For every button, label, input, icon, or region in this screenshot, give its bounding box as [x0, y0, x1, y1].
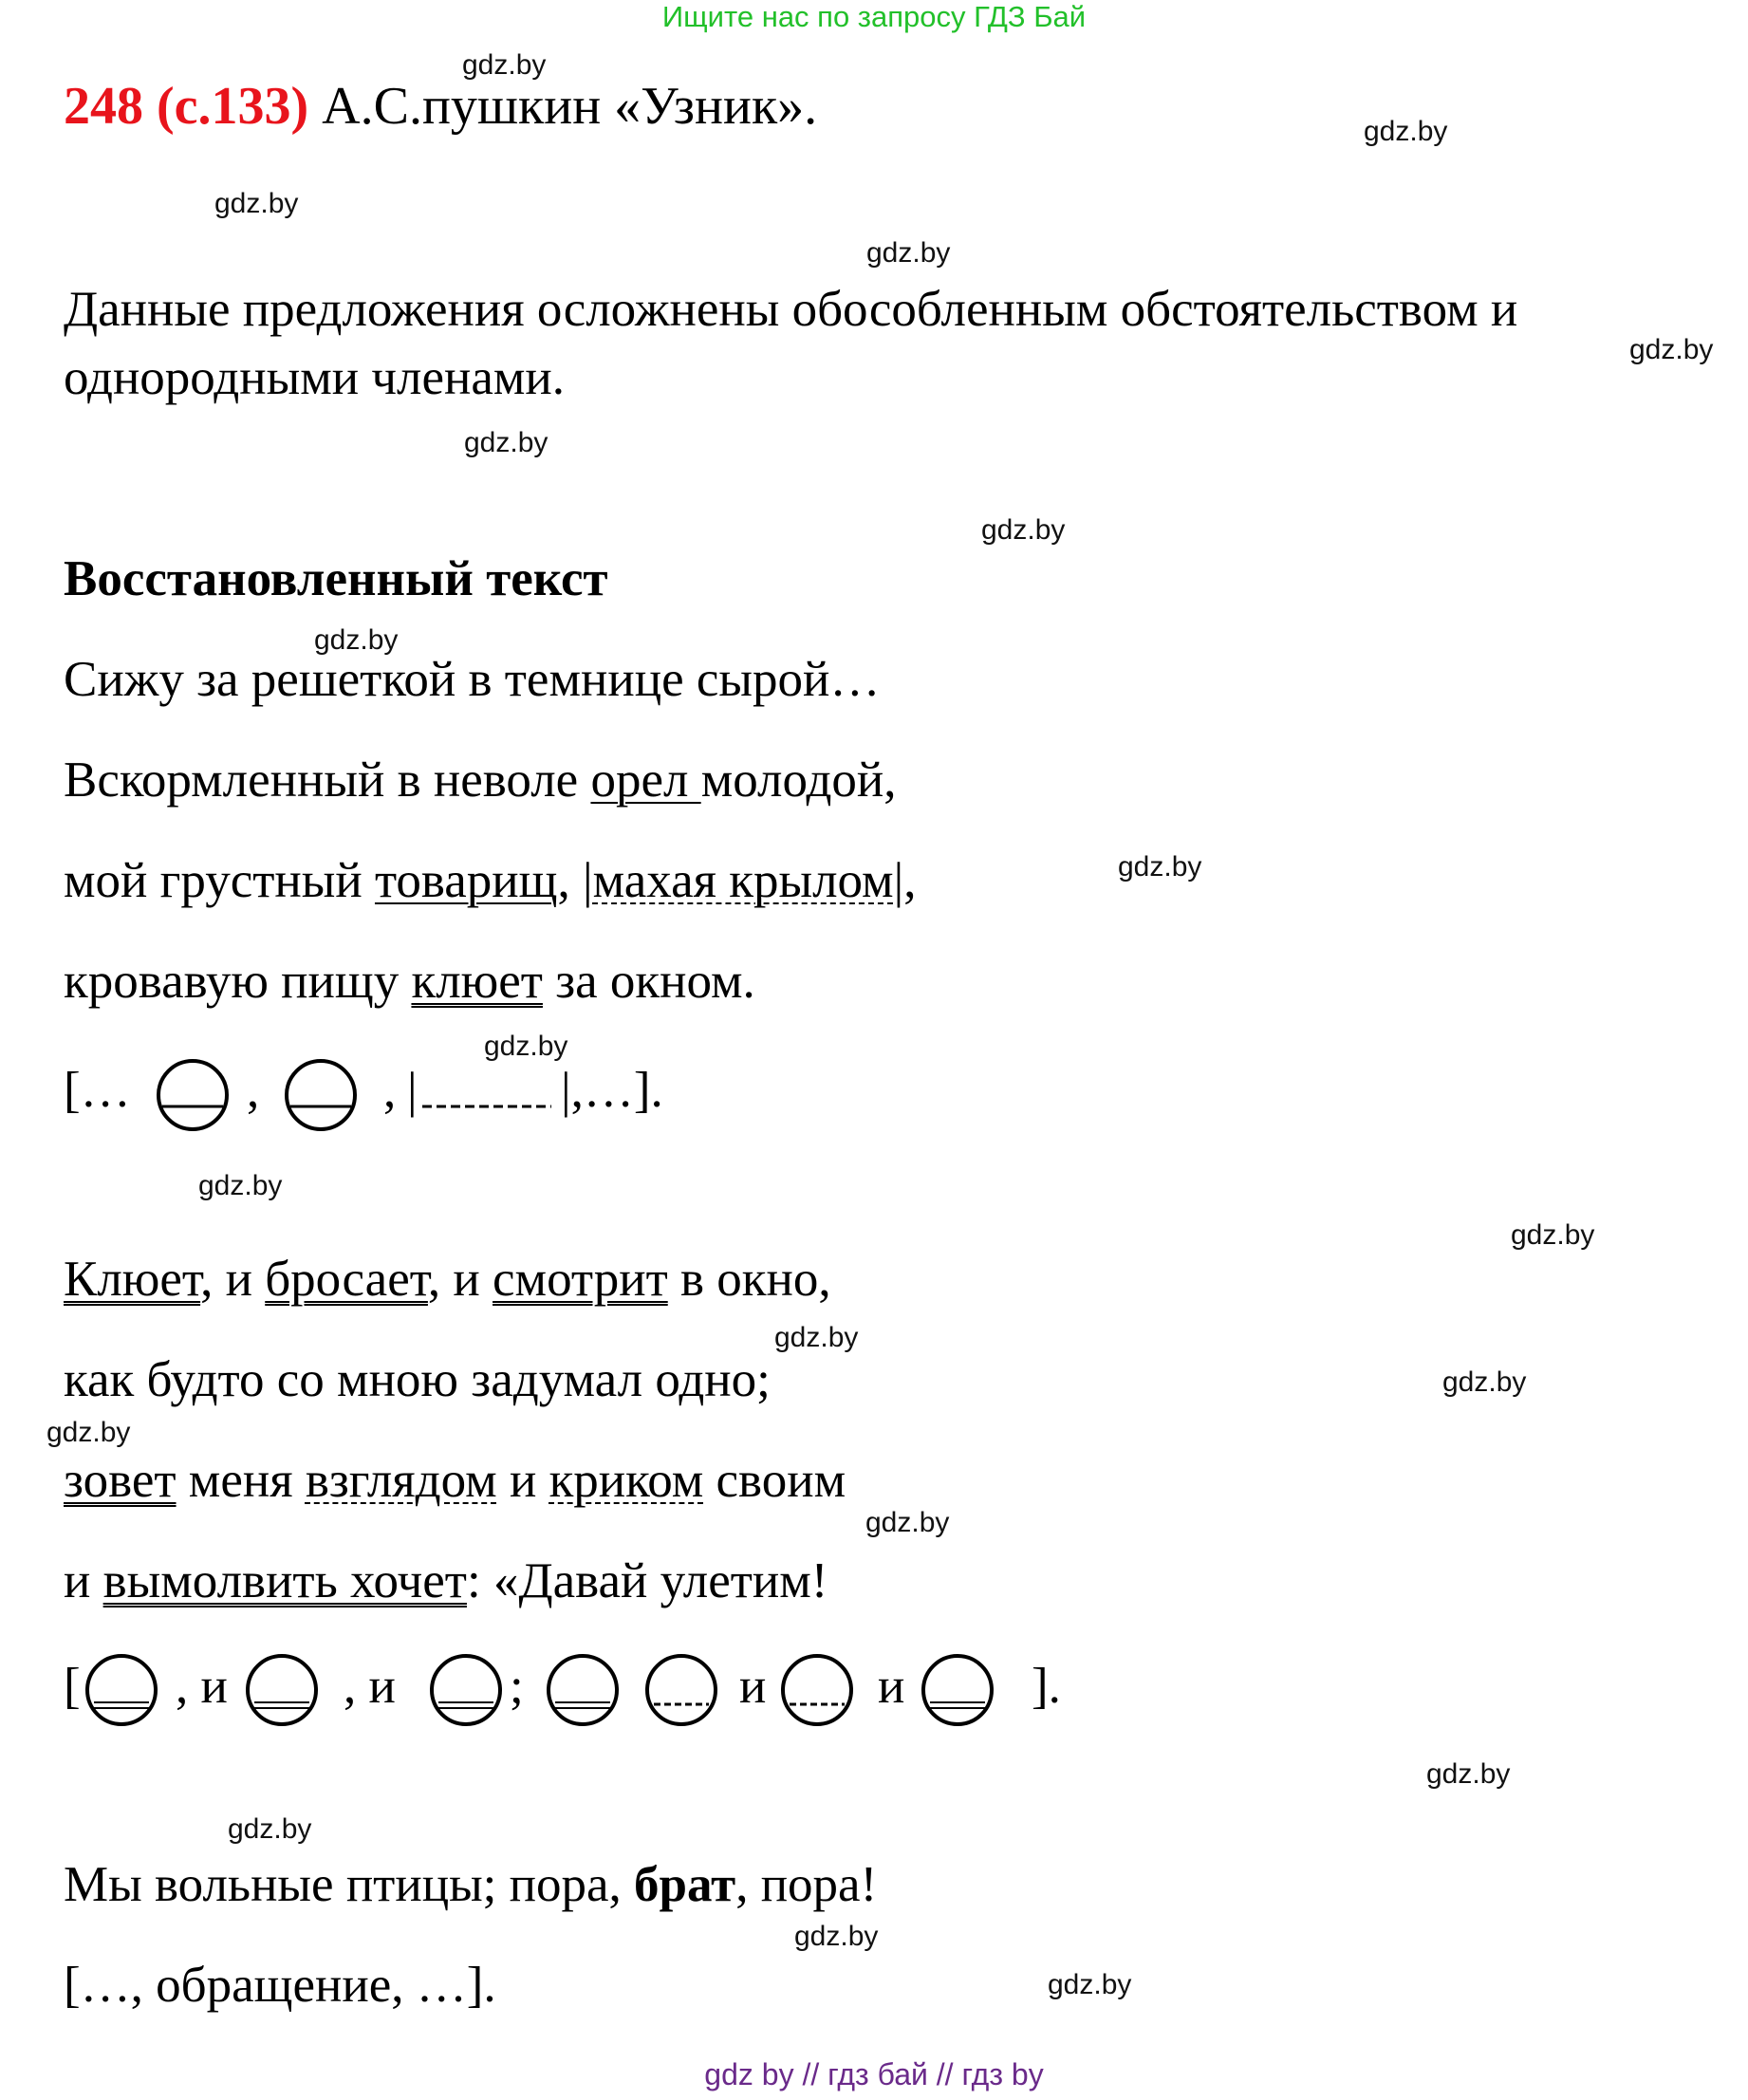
scheme-semicolon: ; [510, 1659, 524, 1714]
text-part: , пора! [735, 1857, 878, 1912]
scheme-tail: |,…]. [561, 1063, 663, 1118]
watermark: gdz.by [314, 624, 399, 656]
adverbial-phrase: махая крылом [592, 853, 894, 908]
exercise-title [64, 76, 817, 137]
watermark: gdz.by [214, 188, 299, 219]
scheme-circle [432, 1656, 500, 1724]
watermark: gdz.by [1118, 851, 1202, 883]
scheme-comma: , [383, 1063, 397, 1118]
text-part: молодой, [700, 753, 897, 808]
poem-line-7 [64, 1452, 846, 1509]
scheme-comma: , [247, 1063, 260, 1118]
text-part: и [496, 1453, 549, 1508]
object-word: взглядом [305, 1453, 497, 1508]
text-part: |, [893, 853, 917, 908]
text-part: и [64, 1553, 103, 1608]
scheme-circle [923, 1656, 992, 1724]
text-part: , и [427, 1252, 493, 1307]
explanation-line-1: Данные предложения осложнены обособленным обстоятельством и [64, 282, 1518, 337]
predicate-word: смотрит [493, 1252, 668, 1307]
watermark: gdz.by [865, 1507, 950, 1538]
watermark: gdz.by [1048, 1969, 1132, 2000]
subject-word: орел [590, 753, 701, 808]
exercise-number: 248 (с.133) [64, 77, 309, 136]
text-part: в окно, [667, 1252, 831, 1307]
predicate-word: Клюет [64, 1252, 201, 1307]
poem-line-5 [64, 1251, 831, 1308]
poem-line-9 [64, 1856, 877, 1913]
text-part: своим [703, 1453, 846, 1508]
watermark: gdz.by [774, 1322, 859, 1353]
text-part: Вскормленный в неволе [64, 753, 591, 808]
subject-word: товарищ [374, 853, 558, 908]
scheme-bracket-close: ]. [1032, 1659, 1061, 1714]
address-word: брат [634, 1857, 736, 1912]
scheme-circle [783, 1656, 851, 1724]
watermark: gdz.by [981, 514, 1066, 546]
poem-line-6: как будто со мною задумал одно; [64, 1352, 771, 1407]
text-part: : «Давай улетим! [466, 1553, 828, 1608]
text-part: , | [557, 853, 593, 908]
watermark: gdz.by [1629, 334, 1714, 365]
predicate-word: зовет [64, 1453, 177, 1508]
footer-links: gdz by // гдз бай // гдз by [704, 2057, 1044, 2091]
poem-line-4 [64, 953, 755, 1010]
predicate-word: бросает [265, 1252, 428, 1307]
text-part: мой грустный [64, 853, 375, 908]
exercise-source: А.С.пушкин «Узник». [308, 77, 818, 136]
watermark: gdz.by [1442, 1366, 1527, 1398]
poem-line-1: Сижу за решеткой в темнице сырой… [64, 652, 881, 707]
sentence-scheme-3: […, обращение, …]. [64, 1958, 496, 2013]
scheme-circle [158, 1061, 227, 1129]
scheme-conjunction: и [878, 1659, 905, 1714]
scheme-circle [549, 1656, 617, 1724]
scheme-circle [647, 1656, 716, 1724]
scheme-circle [248, 1656, 316, 1724]
text-part: за окном. [542, 954, 755, 1009]
watermark: gdz.by [228, 1813, 312, 1845]
predicate-word: клюет [411, 954, 543, 1009]
search-banner: Ищите нас по запросу ГДЗ Бай [661, 0, 1087, 33]
sentence-scheme-2 [64, 1647, 1107, 1733]
text-part: меня [176, 1453, 306, 1508]
sentence-scheme-1 [64, 1051, 690, 1137]
text-part: , и [200, 1252, 266, 1307]
watermark: gdz.by [1364, 116, 1448, 147]
poem-line-2 [64, 752, 897, 808]
section-heading: Восстановленный текст [64, 551, 608, 606]
explanation-line-2: однородными членами. [64, 350, 566, 405]
scheme-bracket-open: [… [64, 1063, 131, 1118]
scheme-bar: | [407, 1063, 418, 1118]
scheme-bracket-open: [ [64, 1659, 81, 1714]
poem-line-8 [64, 1552, 828, 1609]
scheme-separator: , и [344, 1659, 396, 1714]
watermark: gdz.by [46, 1417, 131, 1448]
scheme-separator: , и [176, 1659, 228, 1714]
watermark: gdz.by [464, 427, 549, 458]
watermark: gdz.by [198, 1170, 283, 1201]
predicate-word: вымолвить хочет [102, 1553, 467, 1608]
scheme-circle [87, 1656, 156, 1724]
text-part: кровавую пищу [64, 954, 412, 1009]
scheme-circle [287, 1061, 355, 1129]
watermark: gdz.by [866, 237, 951, 269]
watermark: gdz.by [1511, 1219, 1595, 1251]
poem-line-3 [64, 852, 916, 909]
watermark: gdz.by [794, 1921, 879, 1952]
text-part: Мы вольные птицы; пора, [64, 1857, 635, 1912]
object-word: криком [549, 1453, 704, 1508]
watermark: gdz.by [484, 1031, 568, 1062]
scheme-conjunction: и [739, 1659, 767, 1714]
watermark: gdz.by [462, 49, 547, 81]
watermark: gdz.by [1426, 1758, 1511, 1790]
